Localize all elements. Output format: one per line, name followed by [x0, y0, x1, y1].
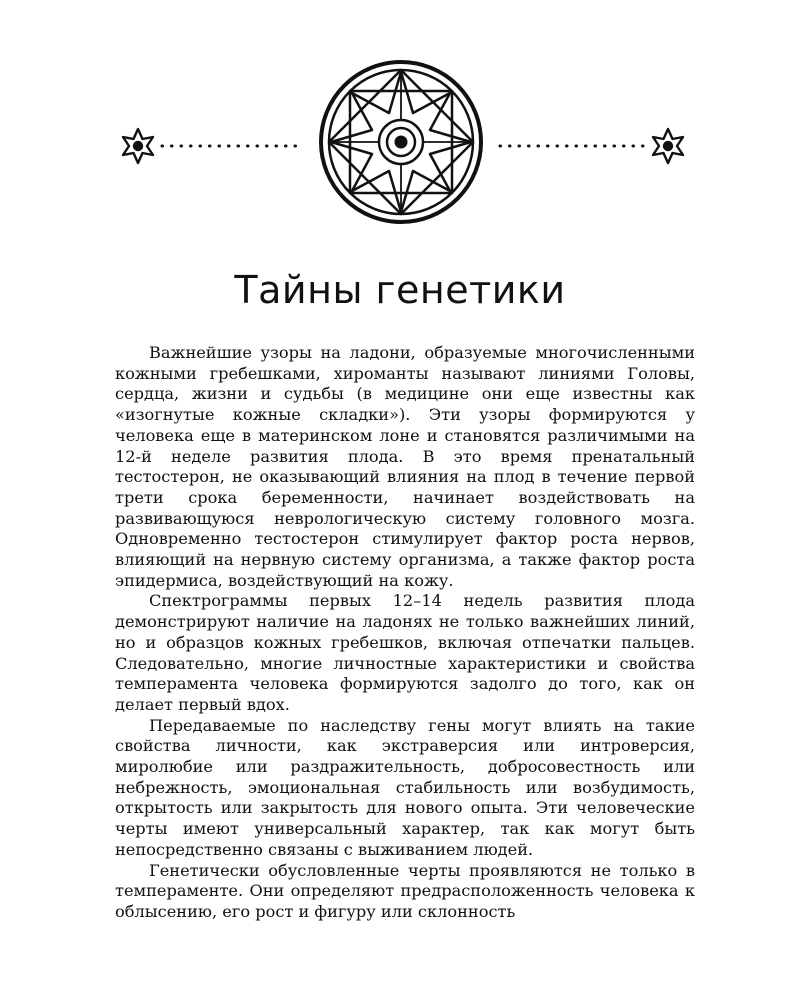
paragraph: Передаваемые по наследству гены могут влиять на такие свойства личности, как экстраверсия или интроверсия, миролюбие или раздражительность, добросовестность или небрежность, эмоциональная стабильность или возбудимость, открытость или закрытость для нового опыта. Эти человеческие черты имеют универсальный характер, так как могут быть непосредственно связаны с выживанием людей.: [115, 715, 695, 859]
chapter-ornament: [0, 60, 800, 230]
left-star-icon: [123, 129, 153, 163]
right-star-icon: [653, 129, 683, 163]
article-body: [115, 343, 695, 923]
paragraph: Спектрограммы первых 12–14 недель развития плода демонстрируют наличие на ладонях не только важнейших линий, но и образцов кожных гребешков, включая отпечатки пальцев. Следовательно, многие личностные характеристики и свойства темперамента человека формируются задолго до того, как он делает первый вдох.: [115, 591, 695, 714]
page-title: Тайны генетики: [234, 268, 566, 312]
paragraph: Важнейшие узоры на ладони, образуемые многочисленными кожными гребешками, хироманты называют линиями Головы, сердца, жизни и судьбы (в медицине они еще известны как «изогнутые кожные складки»). Эти узоры формируются у человека еще в материнском лоне и становятся различимыми на 12-й неделе развития плода. В это время пренатальный тестостерон, не оказывающий влияния на плод в течение первой трети срока беременности, начинает воздействовать на развивающуюся неврологическую систему головного мозга. Одновременно тестостерон стимулирует фактор роста нервов, влияющий на нервную систему организма, а также фактор роста эпидермиса, воздействующий на кожу.: [115, 343, 695, 590]
paragraph: Генетически обусловленные черты проявляются не только в темпераменте. Они определяют предрасположенность человека к облысению, его рост и фигуру или склонность: [115, 860, 695, 921]
compass-rose-medallion: [321, 62, 481, 222]
